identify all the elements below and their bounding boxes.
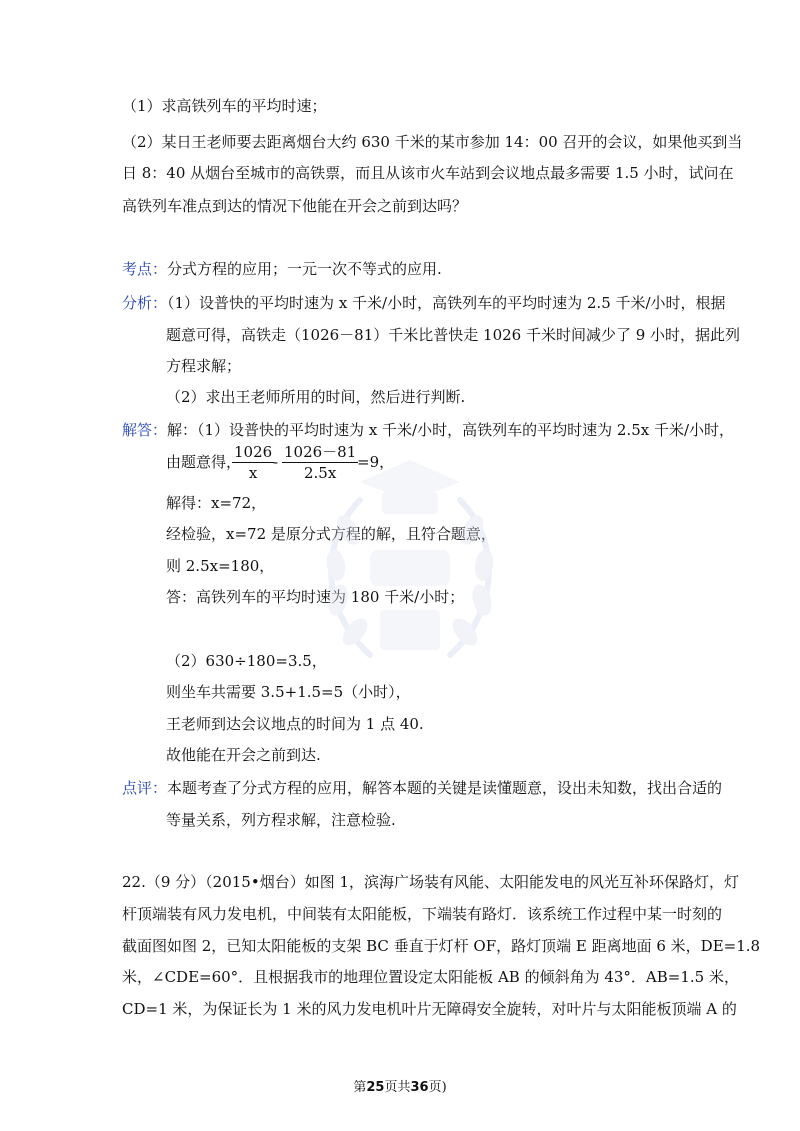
q22-line1: 22.（9 分）（2015•烟台）如图 1，滨海广场装有风能、太阳能发电的风光互补环保路灯，灯 xyxy=(122,873,740,891)
fenxi-line3: 方程求解； xyxy=(166,357,242,375)
fenxi-label: 分析： xyxy=(122,294,168,312)
q21-part2-line1: （2）某日王老师要去距离烟台大约 630 千米的某市参加 14：00 召开的会议，如果他买到当 xyxy=(122,133,743,151)
fraction-2-numerator: 1026－81 xyxy=(284,443,357,461)
jieda-line4: 经检验，x=72 是原分式方程的解，且符合题意， xyxy=(166,525,496,543)
fenxi-line4: （2）求出王老师所用的时间，然后进行判断. xyxy=(166,388,466,406)
fenxi-line1: （1）设普快的平均时速为 x 千米/小时，高铁列车的平均时速为 2.5 千米/小时，根据 xyxy=(167,294,726,312)
equation-prefix: 由题意得， xyxy=(166,453,242,471)
q22-line2: 杆顶端装有风力发电机，中间装有太阳能板，下端装有路灯．该系统工作过程中某一时刻的 xyxy=(122,905,723,923)
jieda-row xyxy=(122,420,734,440)
q22-line5: CD=1 米，为保证长为 1 米的风力发电机叶片无障碍安全旋转，对叶片与太阳能板顶端 A 的 xyxy=(122,1000,737,1018)
equation-minus: - xyxy=(273,453,279,471)
kaodian-label: 考点： xyxy=(122,260,168,278)
jieda-line9: 王老师到达会议地点的时间为 1 点 40. xyxy=(166,715,424,733)
fraction-1-denominator: x xyxy=(248,464,258,482)
dianping-line1: 本题考查了分式方程的应用，解答本题的关键是读懂题意，设出未知数，找出合适的 xyxy=(167,779,723,797)
footer-post: 页) xyxy=(428,1080,447,1095)
dianping-label: 点评： xyxy=(122,779,168,797)
q21-part2-line2: 日 8：40 从烟台至城市的高铁票，而且从该市火车站到会议地点最多需要 1.5 小时，试问在 xyxy=(122,164,734,182)
fraction-1-numerator: 1026 xyxy=(234,443,273,461)
q22-line4: 米，∠CDE=60°．且根据我市的地理位置设定太阳能板 AB 的倾斜角为 43°．AB=1.5 米， xyxy=(122,968,739,986)
dianping-row xyxy=(122,778,722,798)
fraction-2-denominator: 2.5x xyxy=(303,464,337,482)
jieda-line8: 则坐车共需要 3.5+1.5=5（小时）， xyxy=(166,683,411,701)
footer-mid: 页共 xyxy=(384,1080,411,1095)
footer-total-pages: 36 xyxy=(410,1080,429,1095)
jieda-line3: 解得：x=72， xyxy=(166,494,267,512)
equation-suffix: =9， xyxy=(357,453,395,471)
dianping-line2: 等量关系，列方程求解，注意检验. xyxy=(166,811,396,829)
jieda-line7: （2）630÷180=3.5， xyxy=(166,652,327,670)
kaodian-row xyxy=(122,259,442,279)
jieda-line5: 则 2.5x=180， xyxy=(166,557,275,575)
jieda-line6: 答：高铁列车的平均时速为 180 千米/小时； xyxy=(166,588,465,606)
graduation-laurel-watermark-icon xyxy=(300,440,520,700)
fraction-1-bar xyxy=(232,462,274,463)
fraction-1 xyxy=(232,443,274,482)
kaodian-text: 分式方程的应用；一元一次不等式的应用. xyxy=(167,260,442,278)
footer-page-number: 25 xyxy=(366,1080,385,1095)
jieda-label: 解答： xyxy=(122,421,168,439)
q21-part1: （1）求高铁列车的平均时速； xyxy=(122,97,327,115)
q22-line3: 截面图如图 2，已知太阳能板的支架 BC 垂直于灯杆 OF，路灯顶端 E 距离地面 6 米，DE=1.8 xyxy=(122,937,761,955)
q21-part2-line3: 高铁列车准点到达的情况下他能在开会之前到达吗？ xyxy=(122,197,468,215)
fenxi-row xyxy=(122,293,726,313)
page-footer xyxy=(0,1079,800,1097)
fenxi-line2: 题意可得，高铁走（1026－81）千米比普快走 1026 千米时间减少了 9 小时，据此列 xyxy=(166,326,741,344)
footer-pre: 第 xyxy=(353,1080,367,1095)
jieda-line10: 故他能在开会之前到达. xyxy=(166,746,321,764)
jieda-line1: 解：（1）设普快的平均时速为 x 千米/小时，高铁列车的平均时速为 2.5x 千米/小时， xyxy=(167,421,735,439)
